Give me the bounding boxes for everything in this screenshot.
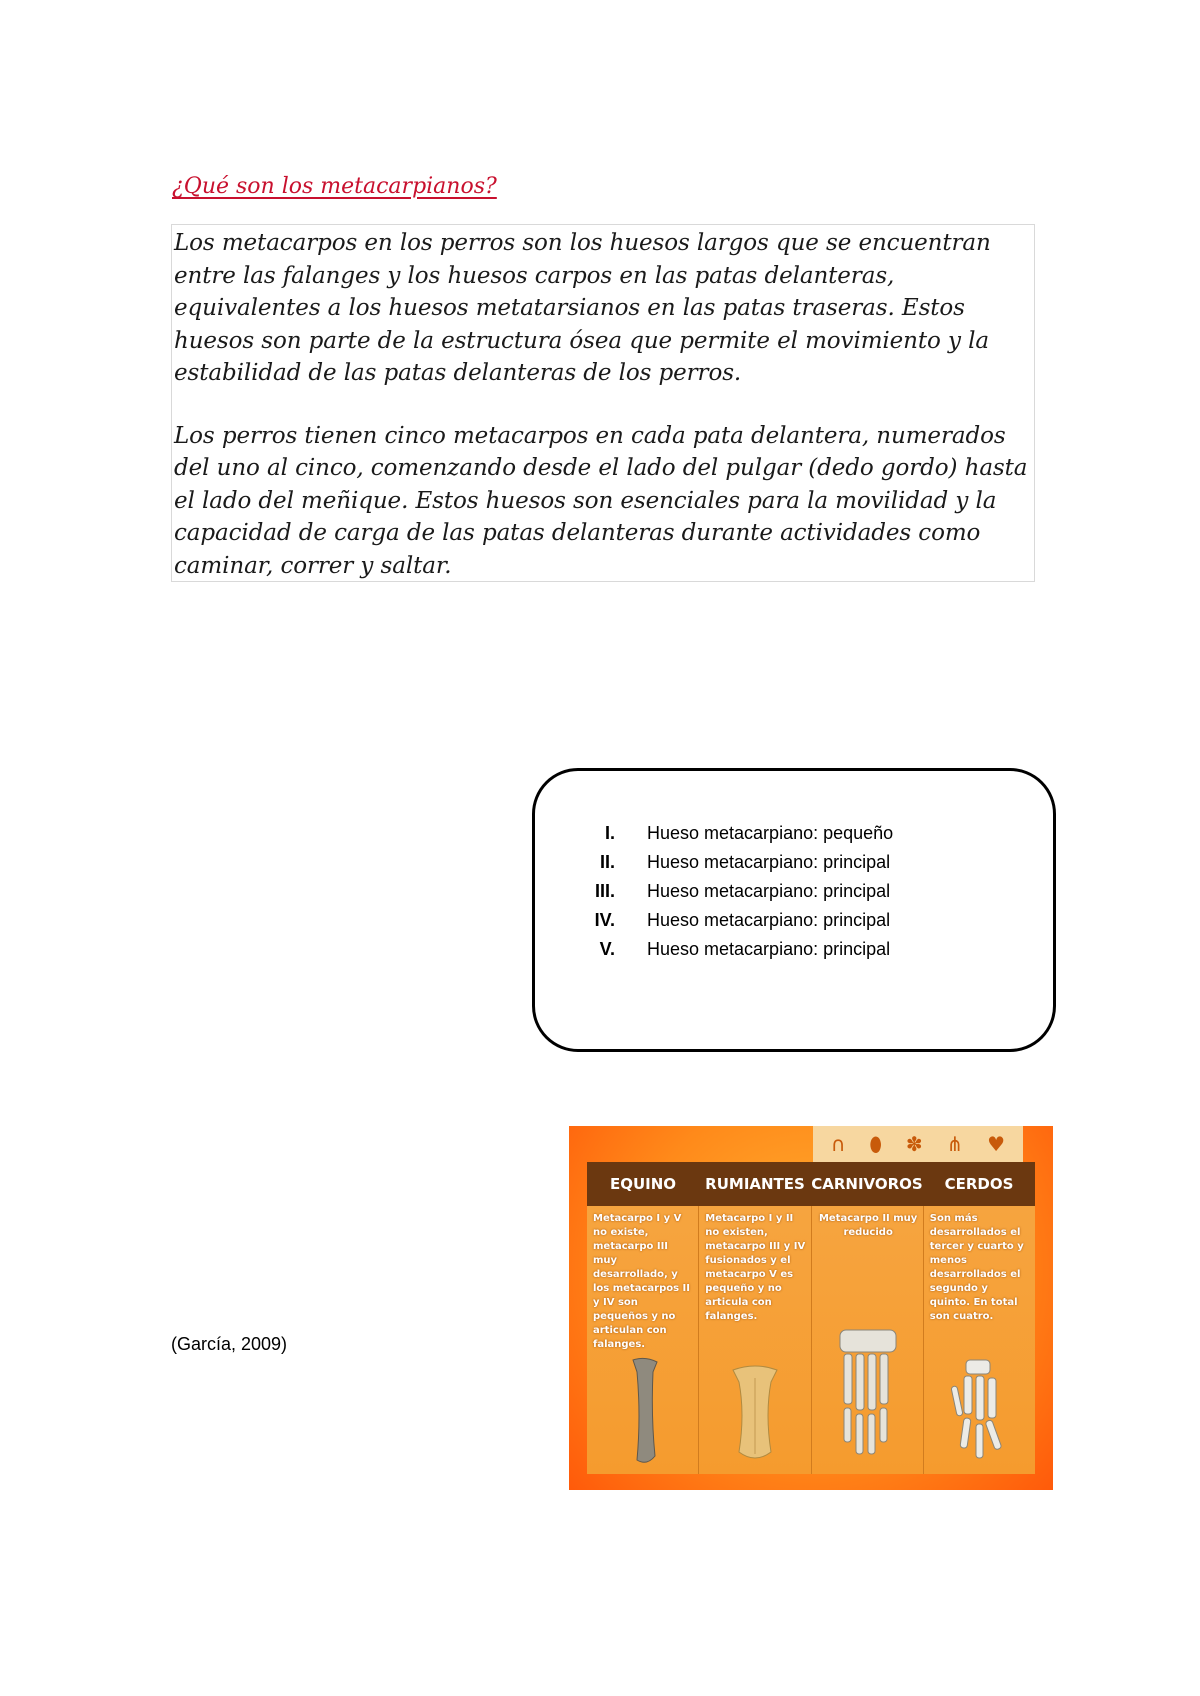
list-text: Hueso metacarpiano: principal — [647, 852, 891, 872]
column-rumiantes — [698, 1206, 810, 1474]
column-header-cerdos: CERDOS — [944, 1175, 1014, 1193]
column-text: Metacarpo I y V no existe, metacarpo III muy desarrollado, y los metacarpos II y IV son pequeños y no articulan con falanges. — [593, 1213, 690, 1350]
metacarpal-list — [575, 819, 893, 964]
figure-header-bar — [587, 1162, 1035, 1206]
column-cerdos — [923, 1206, 1035, 1474]
list-item — [575, 935, 893, 964]
list-numeral: II. — [599, 852, 615, 872]
column-header-equino: EQUINO — [609, 1175, 677, 1193]
citation: (García, 2009) — [171, 1334, 288, 1354]
column-text: Metacarpo II muy reducido — [818, 1213, 918, 1238]
list-text: Hueso metacarpiano: pequeño — [647, 823, 894, 843]
list-numeral: III. — [594, 881, 615, 901]
split-hoof-icon: ♥ — [987, 1132, 1006, 1156]
list-numeral: V. — [599, 939, 615, 959]
icon-strip — [813, 1126, 1023, 1162]
column-text: Metacarpo I y II no existen, metacarpo III y IV fusionados y el metacarpo V es pequeño y no articula con falanges. — [705, 1213, 806, 1322]
list-item — [575, 906, 893, 935]
column-equino — [587, 1206, 698, 1474]
column-header-rumiantes: RUMIANTES — [705, 1175, 805, 1193]
list-text: Hueso metacarpiano: principal — [647, 881, 891, 901]
list-text: Hueso metacarpiano: principal — [647, 910, 891, 930]
horseshoe-icon: ∩ — [830, 1132, 846, 1156]
figure-columns — [587, 1206, 1035, 1474]
comparison-figure — [569, 1126, 1053, 1490]
list-item — [575, 877, 893, 906]
paragraph-2: Los perros tienen cinco metacarpos en cada pata delantera, numerados del uno al cinco, comenzando desde el lado del pulgar (dedo gordo) hasta el lado del meñique. Estos huesos son esenciales para la movilidad y la capacidad de carga de las patas delanteras durante actividades como caminar, correr y saltar. — [174, 422, 1028, 579]
column-carnivoros — [811, 1206, 923, 1474]
text-box — [171, 224, 1035, 582]
list-text: Hueso metacarpiano: principal — [647, 939, 891, 959]
page-title: ¿Qué son los metacarpianos? — [172, 174, 497, 199]
list-numeral: IV. — [594, 910, 615, 930]
column-header-carnivoros: CARNIVOROS — [811, 1175, 923, 1193]
carnivore-paw-bone-image — [830, 1324, 906, 1464]
list-item — [575, 848, 893, 877]
list-item — [575, 819, 893, 848]
ruminant-metacarpal-bone-image — [725, 1364, 785, 1468]
paragraph-1: Los metacarpos en los perros son los huesos largos que se encuentran entre las falanges y los huesos carpos en las patas delanteras, equivalentes a los huesos metatarsianos en las patas traseras. Estos huesos son parte de la estructura ósea que permite el movimiento y la estabilidad de las patas delanteras de los perros. — [174, 230, 991, 386]
hoof-icon: ⬮ — [869, 1132, 882, 1156]
horse-metacarpal-bone-image — [621, 1356, 671, 1468]
paw-icon: ✽ — [905, 1132, 923, 1156]
list-numeral: I. — [604, 823, 615, 843]
metacarpal-list-box — [532, 768, 1056, 1052]
column-text: Son más desarrollados el tercer y cuarto y menos desarrollados el segundo y quinto. En total son cuatro. — [929, 1213, 1024, 1322]
pig-metacarpal-bone-image — [944, 1356, 1014, 1464]
bird-track-icon: ⋔ — [946, 1132, 964, 1156]
